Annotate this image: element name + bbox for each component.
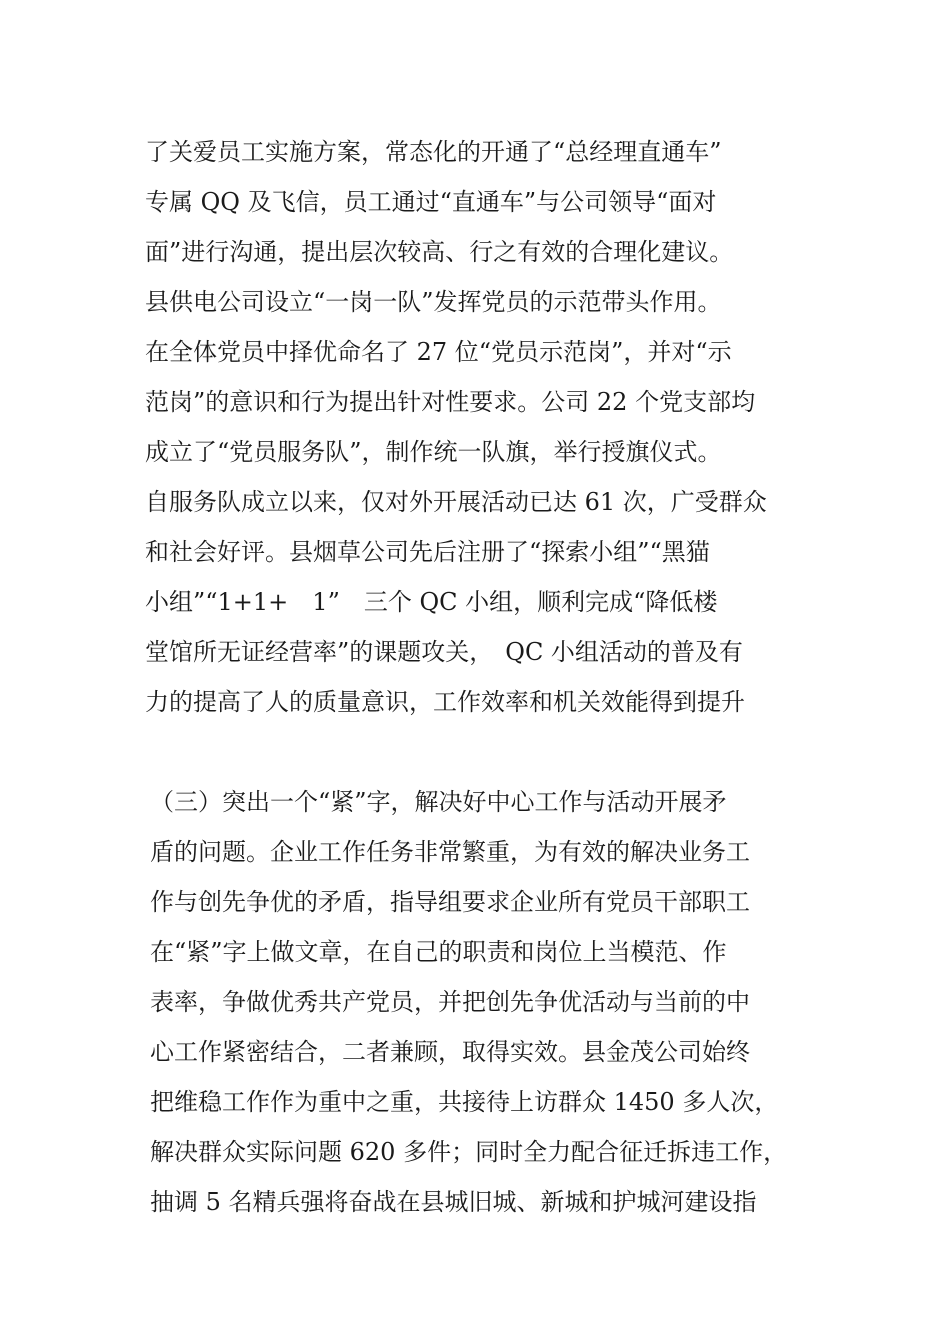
text-line: 县供电公司设立“一岗一队”发挥党员的示范带头作用。 (145, 288, 722, 316)
text-line: 面”进行沟通，提出层次较高、行之有效的合理化建议。 (145, 238, 734, 266)
text-line: （三）突出一个“紧”字，解决好中心工作与活动开展矛 (150, 788, 727, 816)
text-line: 解决群众实际问题 620 多件；同时全力配合征迁拆违工作， (150, 1138, 788, 1166)
paragraph-two (150, 777, 850, 1227)
text-line: 表率，争做优秀共产党员，并把创先争优活动与当前的中 (150, 988, 750, 1016)
text-line: 了关爱员工实施方案，常态化的开通了“总经理直通车” (145, 138, 722, 166)
text-line: 力的提高了人的质量意识，工作效率和机关效能得到提升 (145, 688, 745, 716)
text-line: 在“紧”字上做文章，在自己的职责和岗位上当模范、作 (150, 938, 727, 966)
text-line: 自服务队成立以来，仅对外开展活动已达 61 次，广受群众 (145, 488, 767, 516)
text-line: 把维稳工作作为重中之重，共接待上访群众 1450 多人次， (150, 1088, 779, 1116)
text-line: 抽调 5 名精兵强将奋战在县城旧城、新城和护城河建设指 (150, 1188, 757, 1216)
text-line: 心工作紧密结合，二者兼顾，取得实效。县金茂公司始终 (150, 1038, 750, 1066)
text-line: 堂馆所无证经营率”的课题攻关， QC 小组活动的普及有 (145, 638, 743, 666)
paragraph-one (145, 127, 845, 727)
text-line: 范岗”的意识和行为提出针对性要求。公司 22 个党支部均 (145, 388, 756, 416)
text-line: 盾的问题。企业工作任务非常繁重，为有效的解决业务工 (150, 838, 750, 866)
text-line: 专属 QQ 及飞信，员工通过“直通车”与公司领导“面对 (145, 188, 717, 216)
text-line: 和社会好评。县烟草公司先后注册了“探索小组”“黑猫 (145, 538, 710, 566)
text-line: 在全体党员中择优命名了 27 位“党员示范岗”，并对“示 (145, 338, 732, 366)
text-line: 小组”“1+1+ 1” 三个 QC 小组，顺利完成“降低楼 (145, 588, 718, 616)
text-line: 成立了“党员服务队”，制作统一队旗，举行授旗仪式。 (145, 438, 722, 466)
text-line: 作与创先争优的矛盾，指导组要求企业所有党员干部职工 (150, 888, 750, 916)
